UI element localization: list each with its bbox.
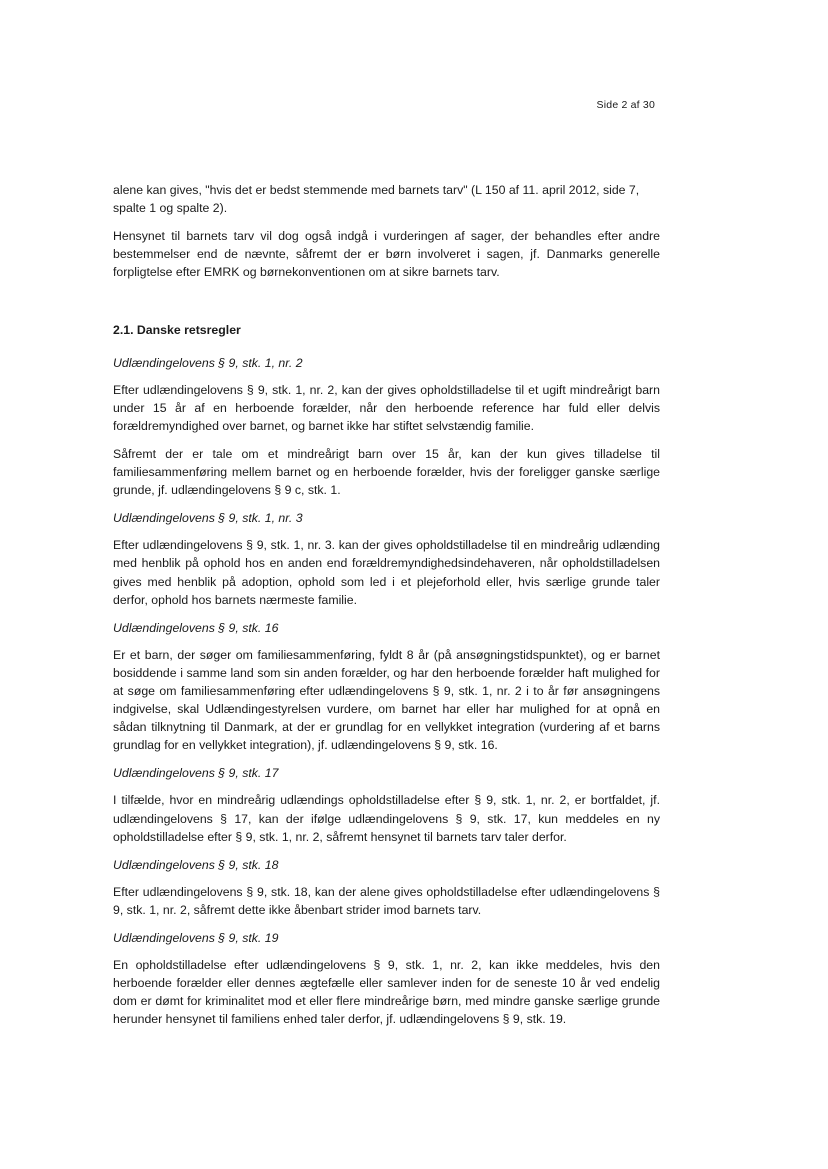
paragraph-9: En opholdstilladelse efter udlændingelovens § 9, stk. 1, nr. 2, kan ikke meddeles, hvis den herboende forælder eller dennes ægtefælle eller samlever inden for de seneste 10 år ved endelig dom er dømt for kriminalitet mod et eller flere mindreårige børn, med mindre ganske særlige grunde herunder hensynet til familiens enhed taler derfor, jf. udlændingelovens § 9, stk. 19. — [113, 958, 660, 1027]
subheading-9-17: Udlændingelovens § 9, stk. 17 — [113, 766, 279, 781]
paragraph-7: I tilfælde, hvor en mindreårig udlændings opholdstilladelse efter § 9, stk. 1, nr. 2, er bortfaldet, jf. udlændingelovens § 17, kan der ifølge udlændingelovens § 9, stk. 17, kun meddeles en ny opholdstilladelse efter § 9, stk. 1, nr. 2, såfremt hensynet til barnets tarv taler derfor. — [113, 793, 660, 844]
subheading-9-1-3: Udlændingelovens § 9, stk. 1, nr. 3 — [113, 511, 303, 526]
section-heading: 2.1. Danske retsregler — [113, 323, 241, 338]
paragraph-4: Såfremt der er tale om et mindreårigt barn over 15 år, kan der kun gives tilladelse til familiesammenføring mellem barnet og en herboende forælder, hvis der foreligger ganske særlige grunde, jf. udlændingelovens § 9 c, stk. 1. — [113, 446, 660, 498]
subheading-9-19: Udlændingelovens § 9, stk. 19 — [113, 931, 279, 945]
paragraph-5: Efter udlændingelovens § 9, stk. 1, nr. 3. kan der gives opholdstilladelse til en mindreårig udlænding med henblik på ophold hos en anden end forældremyndighedsindehaveren, når opholdstilladelsen gives med henblik på adoption, ophold som led i et plejeforhold eller, hvis særlige grunde taler derfor, ophold hos barnets nærmeste familie. — [113, 538, 660, 607]
paragraph-6: Er et barn, der søger om familiesammenføring, fyldt 8 år (på ansøgningstidspunktet), og er barnet bosiddende i samme land som sin anden forælder, og har den herboende forælder haft mulighed for at søge om familiesammenføring efter udlændingelovens § 9, stk. 1, nr. 2 i to år før ansøgningens indgivelse, skal Udlændingestyrelsen vurdere, om barnet har eller har mulighed for at opnå en sådan tilknytning til Danmark, at der er grundlag for en vellykket integration (vurdering af et barns grundlag for en vellykket integration), jf. udlændingelovens § 9, stk. 16. — [113, 647, 660, 753]
subheading-9-16: Udlændingelovens § 9, stk. 16 — [113, 620, 279, 635]
paragraph-8: Efter udlændingelovens § 9, stk. 18, kan der alene gives opholdstilladelse efter udlændingelovens § 9, stk. 1, nr. 2, såfremt dette ikke åbenbart strider imod barnets tarv. — [113, 884, 660, 917]
subheading-9-1-2: Udlændingelovens § 9, stk. 1, nr. 2 — [113, 355, 303, 370]
page-number: Side 2 af 30 — [596, 99, 655, 111]
paragraph-2: Hensynet til barnets tarv vil dog også indgå i vurderingen af sager, der behandles efter andre bestemmelser end de nævnte, såfremt der er børn involveret i sagen, jf. Danmarks generelle forpligtelse efter EMRK og børnekonventionen om at sikre barnets tarv. — [113, 229, 660, 280]
paragraph-1: alene kan gives, "hvis det er bedst stemmende med barnets tarv" (L 150 af 11. april 2012, side 7, spalte 1 og spalte 2). — [113, 183, 640, 216]
subheading-9-18: Udlændingelovens § 9, stk. 18 — [113, 857, 279, 872]
paragraph-3: Efter udlændingelovens § 9, stk. 1, nr. 2, kan der gives opholdstilladelse til et ugift mindreårigt barn under 15 år af en herboende forælder, når den herboende reference har fuld eller delvis forældremyndighed over barnet, og barnet ikke har stiftet selvstændig familie. — [113, 382, 660, 433]
document-body — [113, 181, 660, 1038]
